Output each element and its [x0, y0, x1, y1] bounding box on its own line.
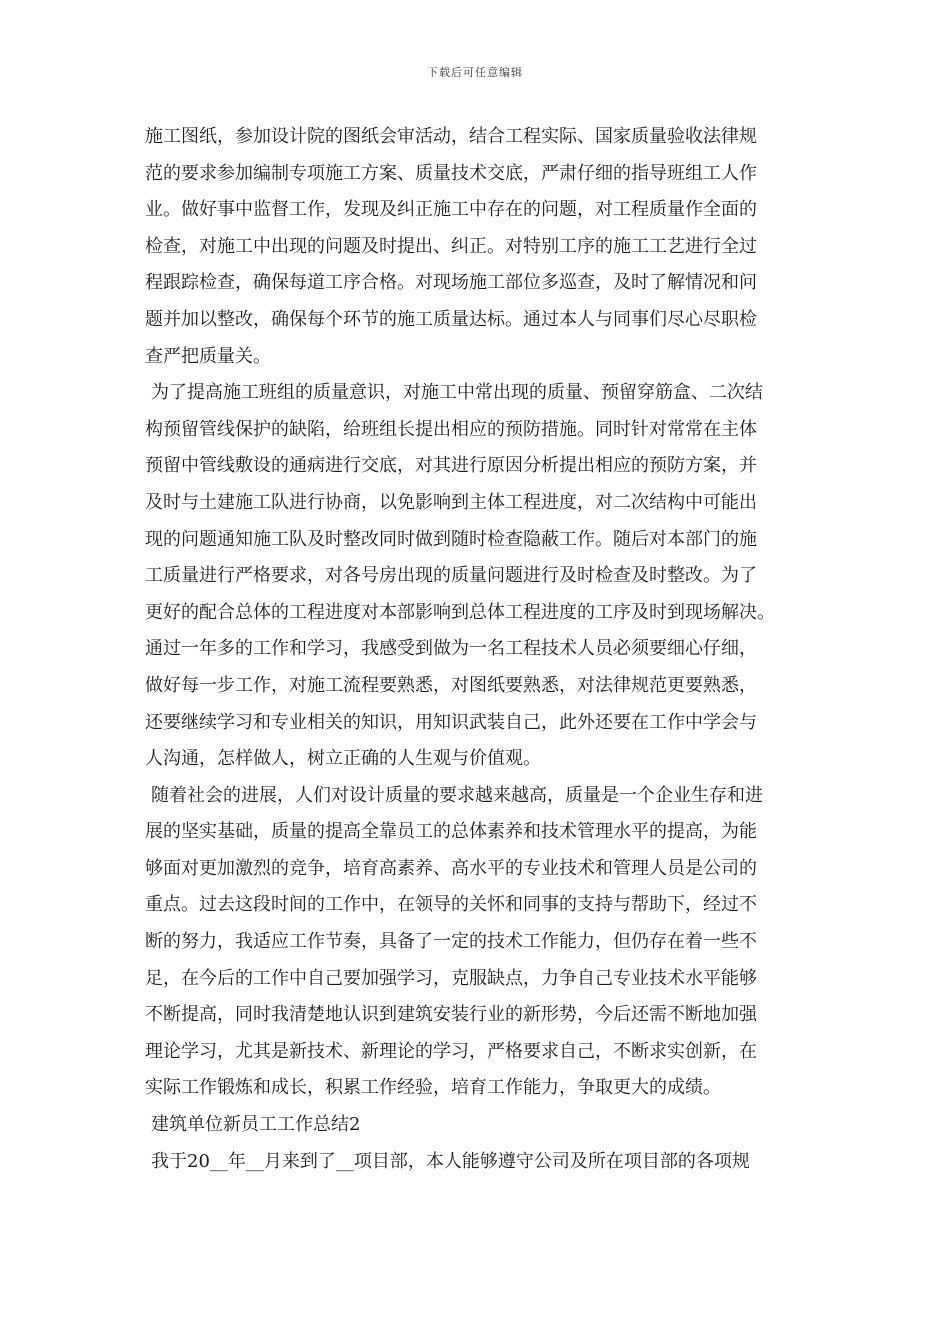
text-line: 检查，对施工中出现的问题及时提出、纠正。对特别工序的施工工艺进行全过: [145, 235, 757, 257]
text-line: 断的努力，我适应工作节奏，具备了一定的技术工作能力，但仍存在着一些不: [145, 931, 757, 953]
text-line: 重点。过去这段时间的工作中，在领导的关怀和同事的支持与帮助下，经过不: [145, 894, 757, 916]
text-line: 构预留管线保护的缺陷，给班组长提出相应的预防措施。同时针对常常在主体: [145, 418, 757, 440]
text-line: 题并加以整改，确保每个环节的施工质量达标。通过本人与同事们尽心尽职检: [145, 308, 757, 330]
text-line: 不断提高，同时我清楚地认识到建筑安装行业的新形势，今后还需不断地加强: [145, 1004, 757, 1026]
text-line: 工质量进行严格要求，对各号房出现的质量问题进行及时检查及时整改。为了: [145, 565, 757, 587]
text-line: 够面对更加激烈的竞争，培育高素养、高水平的专业技术和管理人员是公司的: [145, 857, 757, 879]
text-line: 及时与土建施工队进行协商，以免影响到主体工程进度，对二次结构中可能出: [145, 491, 757, 513]
text-line: 查严把质量关。: [145, 345, 271, 367]
text-line: 展的坚实基础，质量的提高全靠员工的总体素养和技术管理水平的提高，为能: [145, 821, 757, 843]
section-heading: 建筑单位新员工工作总结2: [151, 1114, 361, 1136]
text-line: 通过一年多的工作和学习，我感受到做为一名工程技术人员必须要细心仔细，: [145, 638, 757, 660]
text-line: 范的要求参加编制专项施工方案、质量技术交底，严肃仔细的指导班组工人作: [145, 162, 757, 184]
text-line: 现的问题通知施工队及时整改同时做到随时检查隐蔽工作。随后对本部门的施: [145, 528, 757, 550]
document-body: [145, 119, 805, 1180]
text-line: 还要继续学习和专业相关的知识，用知识武装自己，此外还要在工作中学会与: [145, 711, 757, 733]
text-line: 足，在今后的工作中自己要加强学习，克服缺点，力争自己专业技术水平能够: [145, 967, 757, 989]
text-line: 程跟踪检查，确保每道工序合格。对现场施工部位多巡查，及时了解情况和问: [145, 272, 757, 294]
text-line: 更好的配合总体的工程进度对本部影响到总体工程进度的工序及时到现场解决。: [145, 601, 775, 623]
text-line: 理论学习，尤其是新技术、新理论的学习，严格要求自己，不断求实创新，在: [145, 1040, 757, 1062]
text-line: 预留中管线敷设的通病进行交底，对其进行原因分析提出相应的预防方案，并: [145, 455, 757, 477]
text-line: 人沟通，怎样做人，树立正确的人生观与价值观。: [145, 748, 541, 770]
text-line: 实际工作锻炼和成长，积累工作经验，培育工作能力，争取更大的成绩。: [145, 1077, 721, 1099]
text-line: 业。做好事中监督工作，发现及纠正施工中存在的问题，对工程质量作全面的: [145, 199, 757, 221]
paragraph-start-line: 为了提高施工班组的质量意识，对施工中常出现的质量、预留穿筋盒、二次结: [151, 382, 763, 404]
page-header: 下载后可任意编辑: [427, 66, 523, 79]
paragraph-start-line: 随着社会的进展，人们对设计质量的要求越来越高，质量是一个企业生存和进: [151, 784, 763, 806]
text-line: 施工图纸，参加设计院的图纸会审活动，结合工程实际、国家质量验收法律规: [145, 126, 757, 147]
paragraph-start-line: 我于20__年__月来到了__项目部，本人能够遵守公司及所在项目部的各项规: [151, 1150, 750, 1172]
text-line: 做好每一步工作，对施工流程要熟悉，对图纸要熟悉，对法律规范更要熟悉，: [145, 674, 757, 696]
